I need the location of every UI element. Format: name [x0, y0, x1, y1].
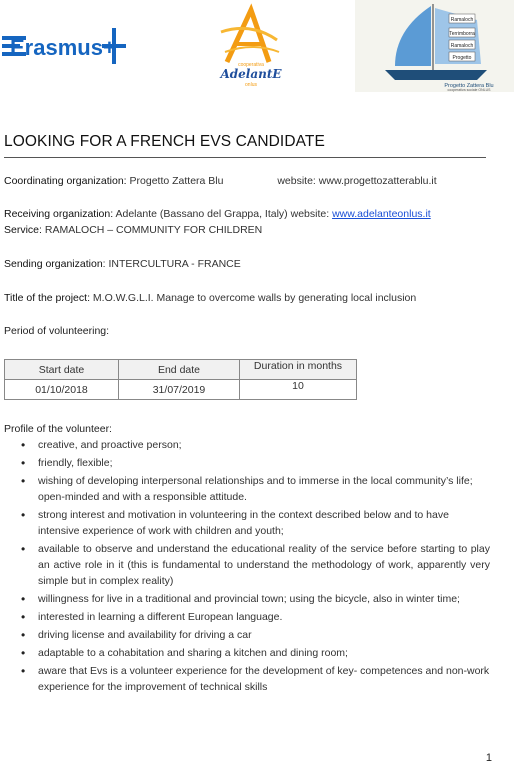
adelante-name-text: AdelantE — [220, 67, 282, 81]
coordinating-value: Progetto Zattera Blu — [129, 175, 224, 187]
coordinating-organization-line — [4, 175, 437, 187]
period-header-end: End date — [119, 360, 240, 380]
service-line — [4, 224, 262, 236]
receiving-organization-line — [4, 208, 431, 220]
page-number: 1 — [485, 752, 492, 764]
receiving-website-label: website: — [290, 208, 330, 220]
service-value: RAMALOCH – COMMUNITY FOR CHILDREN — [44, 224, 263, 236]
sending-organization-line — [4, 258, 241, 270]
period-table-header-row — [5, 360, 357, 380]
coordinating-website: www.progettozatterablu.it — [318, 175, 437, 187]
zattera-sub-text: cooperativa sociale ONLUS — [447, 88, 491, 92]
receiving-label: Receiving organization: — [4, 208, 114, 220]
zattera-name-text: Progetto Zattera Blu — [444, 83, 494, 89]
adelante-small-text: cooperativa — [238, 62, 264, 68]
project-label: Title of the project: — [4, 292, 90, 304]
sail-label-4: Progetto — [452, 55, 472, 61]
list-item: • available to observe and understand the educational reality of the service before starting to play an active role in it (this is fundamental to understand the methodology of work, apparently very simple but in complex reality) — [20, 541, 490, 589]
sending-label: Sending organization — [4, 258, 103, 270]
period-header-start: Start date — [5, 360, 119, 380]
erasmus-plus-logo — [2, 22, 127, 70]
project-value: M.O.W.G.L.I. Manage to overcome walls by generating local inclusion — [92, 292, 417, 304]
page-title: LOOKING FOR A FRENCH EVS CANDIDATE — [4, 133, 486, 158]
list-item: • wishing of developing interpersonal relationships and to immerse in the local community’s life; open-minded and with a responsible attitude. — [20, 473, 490, 505]
coordinating-label: Coordinating organization: — [4, 175, 127, 187]
sail-label-1: Ramaloch — [450, 17, 474, 23]
list-item: • strong interest and motivation in volunteering in the context described below and to have intensive experience of work with children and youth; — [20, 507, 490, 539]
adelante-sub-text: onlus — [245, 82, 257, 88]
list-item: • driving license and availability for driving a car — [20, 627, 490, 643]
period-header-duration: Duration in months — [240, 360, 357, 380]
list-item: • interested in learning a different European language. — [20, 609, 490, 625]
period-duration: 10 — [240, 380, 357, 400]
period-label: Period of volunteering: — [4, 325, 110, 337]
sail-label-3: Ramaloch — [450, 43, 474, 49]
erasmus-logo-text: Erasmus+ — [10, 35, 116, 60]
sail-label-2: Terrimborra — [449, 31, 475, 37]
service-label: Service: — [4, 224, 42, 236]
adelante-logo — [207, 2, 293, 90]
list-item: • willingness for live in a traditional and provincial town; using the bicycle, also in winter time; — [20, 591, 490, 607]
period-table-row — [5, 380, 357, 400]
coordinating-website-label: website: — [277, 175, 316, 187]
period-start-date: 01/10/2018 — [5, 380, 119, 400]
period-end-date: 31/07/2019 — [119, 380, 240, 400]
profile-list — [20, 437, 490, 697]
period-table — [4, 359, 357, 400]
project-title-line — [4, 292, 416, 304]
profile-label: Profile of the volunteer: — [4, 423, 112, 435]
list-item: • creative, and proactive person; — [20, 437, 490, 453]
zattera-blu-logo — [355, 0, 514, 92]
receiving-value: Adelante (Bassano del Grappa, Italy) — [115, 208, 288, 220]
receiving-website-link[interactable]: www.adelanteonlus.it — [332, 208, 431, 220]
sending-value: : INTERCULTURA - FRANCE — [102, 258, 241, 270]
list-item: • aware that Evs is a volunteer experience for the development of key- competences and non-work experience for the improvement of technical skills — [20, 663, 490, 695]
list-item: • friendly, flexible; — [20, 455, 490, 471]
list-item: • adaptable to a cohabitation and sharing a kitchen and dining room; — [20, 645, 490, 661]
